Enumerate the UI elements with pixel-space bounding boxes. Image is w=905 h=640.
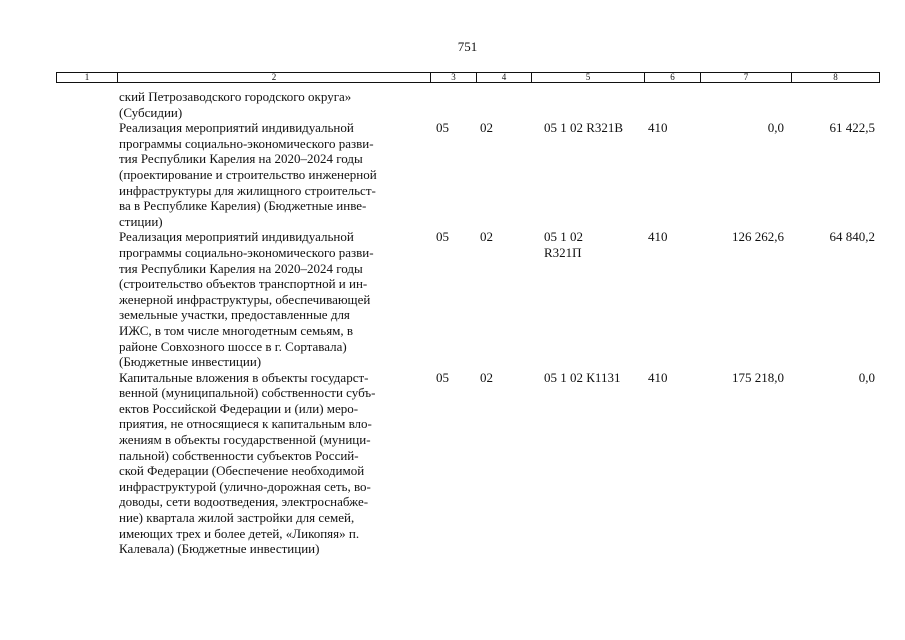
table-row — [56, 89, 879, 120]
table-row — [56, 229, 879, 369]
amount-year-2: 0,0 — [858, 369, 875, 385]
budget-table-body — [56, 89, 879, 557]
column-number: 1 — [57, 73, 118, 83]
subsection-code: 02 — [480, 120, 493, 136]
row-description: Реализация мероприятий индивидуальной программы социально-экономического разви- тия Республики Карелия на 2020–2024 годы (проектирование и строительство инженерной инфраструктуры для жилищного строительст- ва в Республике Карелия) (Бюджетные инве- стиции) — [119, 120, 377, 229]
section-code: 05 — [436, 369, 449, 385]
section-code: 05 — [436, 120, 449, 136]
table-row — [56, 120, 879, 229]
section-code: 05 — [436, 229, 449, 245]
column-number: 3 — [431, 73, 477, 83]
row-description: ский Петрозаводского городского округа» (Субсидии) — [119, 89, 352, 120]
column-number: 6 — [645, 73, 701, 83]
column-number: 7 — [701, 73, 792, 83]
expense-type-code: 410 — [648, 229, 668, 245]
column-number: 5 — [532, 73, 645, 83]
amount-year-1: 126 262,6 — [732, 229, 784, 245]
amount-year-2: 64 840,2 — [829, 229, 875, 245]
amount-year-2: 61 422,5 — [829, 120, 875, 136]
target-item-code: 05 1 02 R321П — [544, 229, 583, 260]
row-description: Реализация мероприятий индивидуальной программы социально-экономического разви- тия Республики Карелия на 2020–2024 годы (строительство объектов транспортной и ин- женерной инфраструктуры, обеспечивающей земельные участки, предоставленные для ИЖС, в том числе многодетным семьям, в районе Совхозного шоссе в г. Сортавала) (Бюджетные инвестиции) — [119, 229, 374, 370]
column-header-table — [56, 72, 880, 83]
subsection-code: 02 — [480, 369, 493, 385]
column-header-row — [57, 73, 880, 83]
row-description: Капитальные вложения в объекты государст- венной (муниципальной) собственности субъ- ектов Российской Федерации и (или) меро- приятия, не относящиеся к капитальным вло- жениям в объекты государственной (муници- пальной) собственности субъектов Россий- ской Федерации (Обеспечение необходимой инфраструктурой (улично-дорожная сеть, во- доводы, сети водоотведения, электроснабже- ние) квартала жилой застройки для семей, имеющих трех и более детей, «Ликопяя» п. Калевала) (Бюджетные инвестиции) — [119, 369, 376, 557]
expense-type-code: 410 — [648, 120, 668, 136]
table-row — [56, 370, 879, 557]
column-number: 4 — [477, 73, 532, 83]
amount-year-1: 175 218,0 — [732, 369, 784, 385]
column-number: 2 — [118, 73, 431, 83]
amount-year-1: 0,0 — [767, 120, 784, 136]
subsection-code: 02 — [480, 229, 493, 245]
target-item-code: 05 1 02 R321В — [544, 120, 624, 136]
target-item-code: 05 1 02 К1131 — [544, 369, 621, 385]
expense-type-code: 410 — [648, 369, 668, 385]
page-number: 751 — [457, 39, 478, 54]
column-number: 8 — [792, 73, 880, 83]
